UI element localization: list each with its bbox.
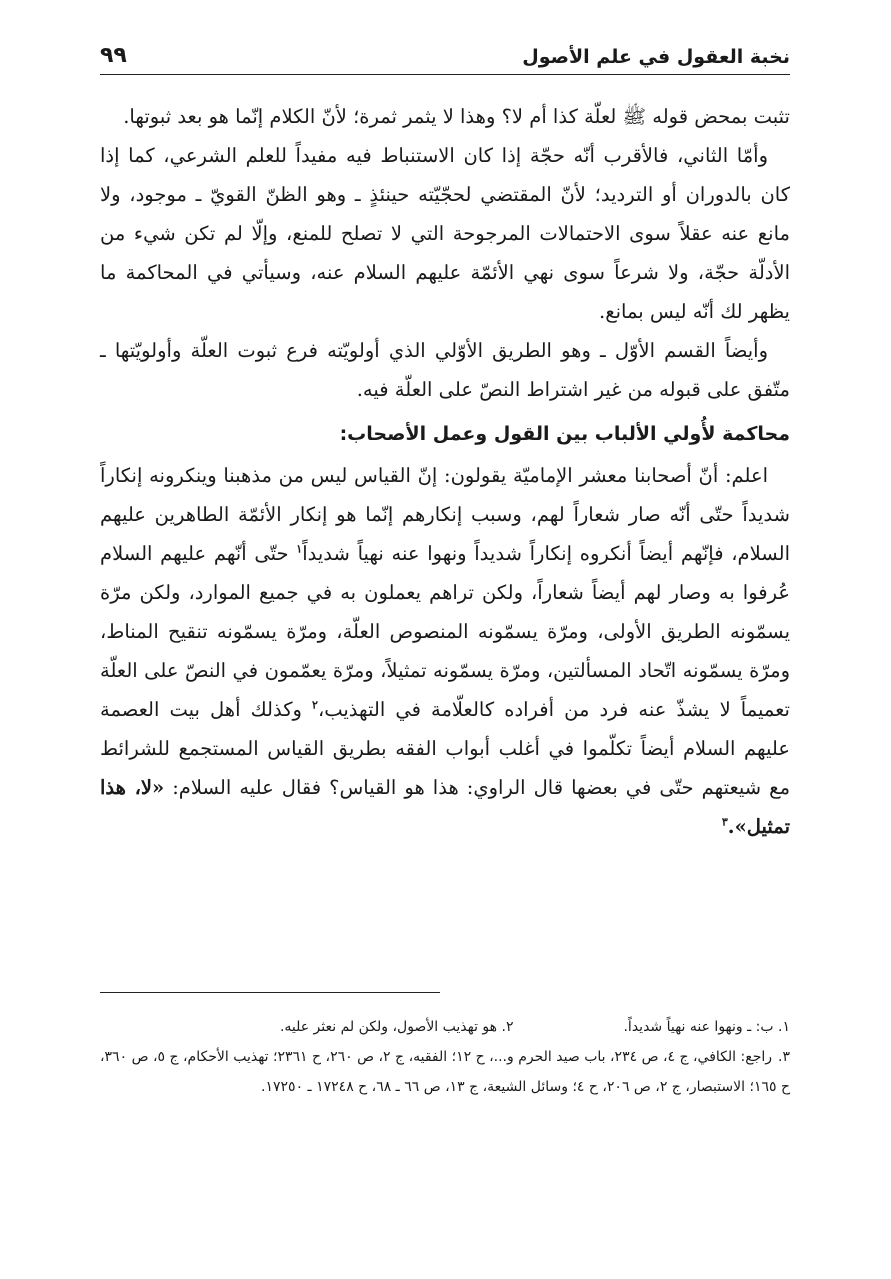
running-header	[100, 30, 790, 75]
document-page	[100, 30, 790, 1250]
paragraph-4-part-c: وكذلك أهل بيت العصمة عليهم السلام أيضاً تكلّموا في أغلب أبواب الفقه بطريق القياس المستجمع للشرائط مع شيعتهم حتّى في بعضها قال الراوي: هذا هو القياس؟ فقال عليه السلام:	[100, 698, 791, 799]
paragraph-4	[100, 456, 790, 846]
footnote-3-number: ٣.	[778, 1049, 790, 1065]
paragraph-4-part-a: اعلم: أنّ أصحابنا معشر الإماميّة يقولون: إنّ القياس ليس من مذهبنا وينكرونه إنكاراً شديداً حتّى أنّه صار شعاراً لهم، وسبب إنكارهم إنّما هو إنكار الأئمّة الطاهرين عليهم السلام، فإنّهم أيضاً أنكروه إنكاراً شديداً ونهوا عنه نهياً شديداً	[100, 464, 790, 565]
main-text	[100, 97, 790, 846]
running-title: نخبة العقول في علم الأصول	[522, 46, 790, 68]
paragraph-1: تثبت بمحض قوله ﷺ لعلّة كذا أم لا؟ وهذا لا يثمر ثمرة؛ لأنّ الكلام إنّما هو بعد ثبوتها.	[123, 105, 790, 128]
footnote-marker-1: ١	[296, 542, 303, 556]
footnote-marker-3: ٣	[721, 815, 728, 829]
footnote-marker-2: ٢	[312, 698, 318, 712]
footnote-2: ٢. هو تهذيب الأصول، ولكن لم نعثر عليه.	[279, 1019, 514, 1035]
footnote-3-text: راجع: الكافي، ج ٤، ص ٢٣٤، باب صيد الحرم و...، ح ١٢؛ الفقيه، ج ٢، ص ٢٦٠، ح ٢٣٦١؛ تهذيب الأحكام، ج ٥، ص ٣٦٠، ح ١٦٥؛ الاستبصار، ج ٢، ص ٢٠٦، ح ٤؛ وسائل الشيعة، ج ١٣، ص ٦٦ ـ ٦٨، ح ١٧٢٤٨ ـ ١٧٢٥٠.	[100, 1049, 790, 1095]
footnote-1: ١. ب: ـ ونهوا عنه نهياً شديداً.	[623, 1019, 790, 1035]
footnote-3	[100, 1042, 790, 1102]
paragraph-4-part-b: حتّى أنّهم عليهم السلام عُرفوا به وصار لهم أيضاً شعاراً، ولكن تراهم يعملون به في جميع الموارد، ولكن مرّة يسمّونه الطريق الأولى، ومرّة يسمّونه المنصوص العلّة، ومرّة يسمّونه تنقيح المناط، ومرّة يسمّونه اتّحاد المسألتين، ومرّة يسمّونه تمثيلاً، ومرّة يعمّمون في النصّ على العلّة تعميماً لا يشذّ عنه فرد من أفراده كالعلّامة في التهذيب،	[100, 542, 790, 721]
hadith-quote: «لا، هذا تمثيل».	[100, 776, 790, 838]
footnotes	[100, 1012, 790, 1102]
footnote-separator	[100, 992, 440, 993]
page-number: ٩٩	[100, 43, 127, 68]
footnote-row	[100, 1012, 790, 1042]
section-heading: محاكمة لأُولي الألباب بين القول وعمل الأصحاب:	[339, 423, 790, 445]
paragraph-3: وأيضاً القسم الأوّل ـ وهو الطريق الأوّلي الذي أولويّته فرع ثبوت العلّة وأولويّتها ـ متّفق على قبوله من غير اشتراط النصّ على العلّة فيه.	[100, 339, 790, 401]
paragraph-2: وأمّا الثاني، فالأقرب أنّه حجّة إذا كان الاستنباط فيه مفيداً للعلم الشرعي، كما إذا كان بالدوران أو الترديد؛ لأنّ المقتضي لحجّيّته حينئذٍ ـ وهو الظنّ القويّ ـ موجود، ولا مانع عنه عقلاً سوى الاحتمالات المرجوحة التي لا تصلح للمنع، وإلّا لم تكن شيء من الأدلّة حجّة، ولا شرعاً سوى نهي الأئمّة عليهم السلام عنه، وسيأتي في المحاكمة ما يظهر لك أنّه ليس بمانع.	[100, 144, 790, 323]
